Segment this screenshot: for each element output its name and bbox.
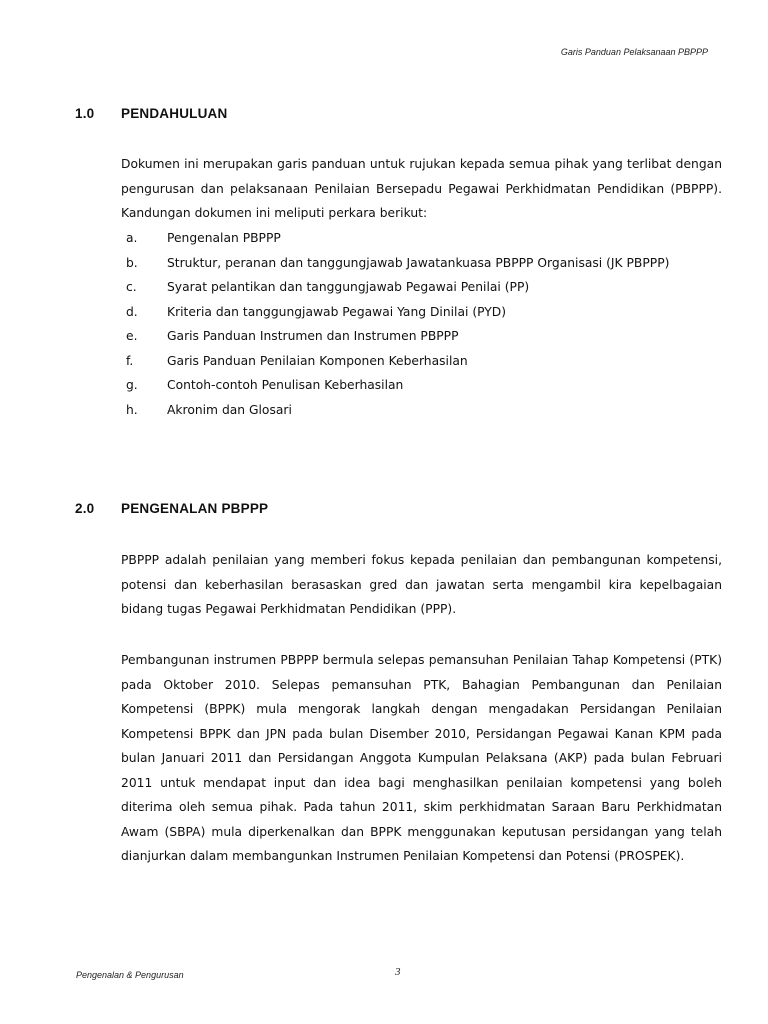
- page-number: 3: [395, 966, 401, 978]
- list-marker: a.: [126, 231, 138, 245]
- list-item-text: Garis Panduan Penilaian Komponen Keberhasilan: [167, 353, 468, 368]
- list-marker: b.: [126, 255, 138, 270]
- list-item-text: Contoh-contoh Penulisan Keberhasilan: [167, 378, 404, 392]
- list-marker: h.: [126, 402, 138, 417]
- section-title: PENGENALAN PBPPP: [121, 501, 269, 516]
- list-marker: f.: [126, 353, 134, 368]
- list-item: [126, 226, 722, 251]
- list-item: [126, 349, 722, 374]
- section-heading-pengenalan: [75, 501, 268, 516]
- footer-chapter-title: Pengenalan & Pengurusan: [76, 970, 184, 980]
- list-item: [126, 324, 722, 349]
- list-item-text: Garis Panduan Instrumen dan Instrumen PBPPP: [167, 329, 459, 343]
- list-item: [126, 373, 722, 398]
- list-item-text: Syarat pelantikan dan tanggungjawab Pegawai Penilai (PP): [167, 280, 530, 294]
- list-item: [126, 398, 722, 423]
- list-item-text: Akronim dan Glosari: [167, 402, 292, 417]
- body-paragraph: Pembangunan instrumen PBPPP bermula selepas pemansuhan Penilaian Tahap Kompetensi (PTK) pada Oktober 2010. Selepas pemansuhan PTK, Bahagian Pembangunan dan Penilaian Kompetensi (BPPK) mula mengorak langkah dengan mengadakan Persidangan Penilaian Kompetensi BPPK dan JPN pada bulan Disember 2010, Persidangan Pegawai Kanan KPM pada bulan Januari 2011 dan Persidangan Anggota Kumpulan Pelaksana (AKP) pada bulan Februari 2011 untuk mendapat input dan idea bagi menghasilkan penilaian kompetensi yang boleh diterima oleh semua pihak. Pada tahun 2011, skim perkhidmatan Saraan Baru Perkhidmatan Awam (SBPA) mula diperkenalkan dan BPPK menggunakan keputusan persidangan yang telah dianjurkan dalam membangunkan Instrumen Penilaian Kompetensi dan Potensi (PROSPEK).: [121, 653, 722, 863]
- list-marker: g.: [126, 378, 138, 392]
- list-item: [126, 300, 722, 325]
- list-marker: d.: [126, 304, 138, 319]
- intro-paragraph: Dokumen ini merupakan garis panduan untuk rujukan kepada semua pihak yang terlibat dengan pengurusan dan pelaksanaan Penilaian Bersepadu Pegawai Perkhidmatan Pendidikan (PBPPP). Kandungan dokumen ini meliputi perkara berikut:: [121, 157, 722, 220]
- list-item: [126, 275, 722, 300]
- list-item-text: Struktur, peranan dan tanggungjawab Jawatankuasa PBPPP Organisasi (JK PBPPP): [167, 255, 670, 270]
- list-item-text: Kriteria dan tanggungjawab Pegawai Yang Dinilai (PYD): [167, 304, 507, 319]
- running-header: Garis Panduan Pelaksanaan PBPPP: [560, 47, 708, 57]
- section-number: 2.0: [75, 501, 95, 516]
- list-marker: e.: [126, 329, 138, 343]
- section-title: PENDAHULUAN: [121, 106, 228, 121]
- body-paragraph: PBPPP adalah penilaian yang memberi fokus kepada penilaian dan pembangunan kompetensi, potensi dan keberhasilan berasaskan gred dan jawatan serta mengambil kira kepelbagaian bidang tugas Pegawai Perkhidmatan Pendidikan (PPP).: [121, 553, 722, 616]
- section-heading-pendahuluan: [75, 106, 227, 121]
- contents-list: [126, 226, 722, 422]
- list-item: [126, 251, 722, 276]
- list-marker: c.: [126, 280, 137, 294]
- section-number: 1.0: [75, 106, 95, 121]
- list-item-text: Pengenalan PBPPP: [167, 231, 281, 245]
